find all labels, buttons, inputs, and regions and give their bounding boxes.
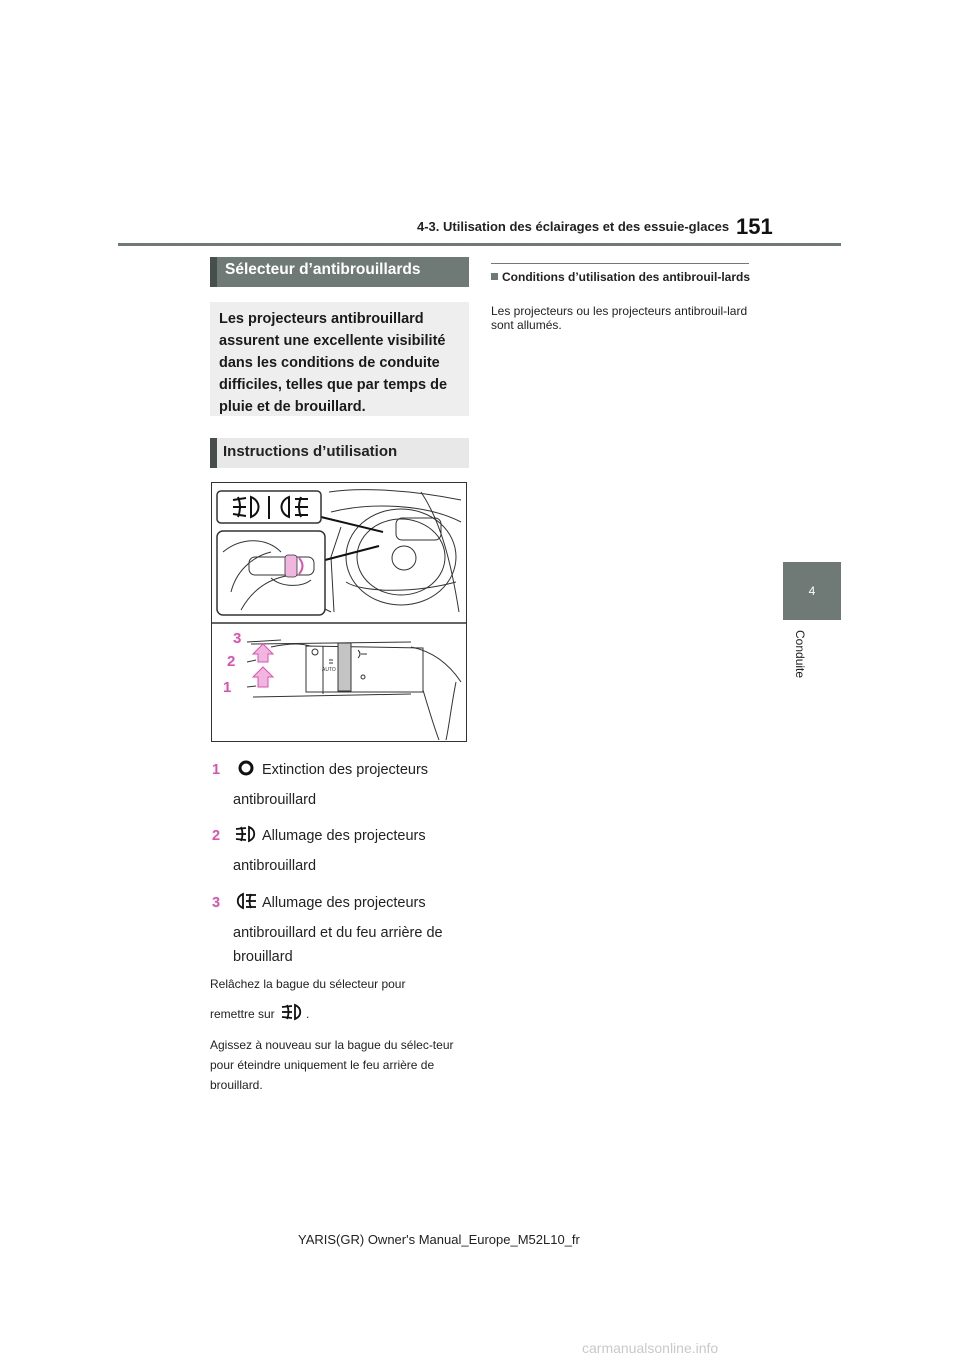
- release-note: [210, 974, 470, 1025]
- item-text-cont: antibrouillard: [233, 792, 317, 808]
- watermark: carmanualsonline.info: [582, 1340, 719, 1356]
- fog-switch-illustration: [211, 482, 467, 742]
- callout-3: 3: [233, 630, 242, 647]
- item-text: Extinction des projecteurs: [262, 762, 429, 778]
- item-number: 2: [212, 828, 221, 844]
- conditions-rule: [491, 263, 749, 264]
- hand-inset: [217, 531, 325, 615]
- item-text: Allumage des projecteurs: [262, 828, 426, 844]
- release-note-end: .: [306, 1007, 310, 1021]
- chapter-number: 4: [808, 584, 816, 598]
- front-fog-icon: [234, 825, 258, 843]
- item-text-cont: antibrouillard: [233, 858, 317, 874]
- item-number: 1: [212, 762, 221, 778]
- item-text-cont: antibrouillard et du feu arrière de: [233, 925, 443, 941]
- page-number: 151: [736, 214, 773, 239]
- callout-1: 1: [223, 679, 232, 696]
- callout-2: 2: [227, 653, 236, 670]
- header-section-title: 4-3. Utilisation des éclairages et des essuie-glaces: [417, 219, 730, 234]
- list-item: [212, 758, 428, 812]
- header-rule: [118, 243, 841, 246]
- chapter-label: Conduite: [793, 630, 807, 679]
- release-note-text-2: remettre sur: [210, 1007, 275, 1021]
- section-title-fog-switch: Sélecteur d’antibrouillards: [210, 257, 469, 287]
- list-item: [212, 824, 426, 878]
- section-title-instructions: Instructions d’utilisation: [210, 438, 469, 468]
- rear-fog-icon: [234, 892, 258, 910]
- off-icon: [234, 759, 258, 777]
- front-fog-icon: [280, 1003, 304, 1021]
- auto-label: AUTO: [322, 667, 336, 673]
- intro-box: Les projecteurs antibrouillard assurent une excellente visibilité dans les conditions de conduite difficiles, telles que par temps de pluie et de brouillard.: [210, 302, 469, 416]
- release-note-text: Relâchez la bague du sélecteur pour: [210, 977, 406, 991]
- item-text-cont: brouillard: [233, 949, 293, 965]
- rear-off-note: Agissez à nouveau sur la bague du sélec-teur pour éteindre uniquement le feu arrière de brouillard.: [210, 1038, 454, 1092]
- item-text: Allumage des projecteurs: [262, 895, 426, 911]
- conditions-body: Les projecteurs ou les projecteurs antibrouil-lard sont allumés.: [491, 304, 748, 332]
- square-bullet-icon: [491, 273, 498, 280]
- conditions-heading-text: Conditions d’utilisation des antibrouil-lards: [502, 270, 751, 284]
- list-item: [212, 891, 443, 969]
- item-number: 3: [212, 895, 221, 911]
- fog-icon-legend-box: [217, 491, 321, 523]
- conditions-heading: [491, 270, 753, 285]
- footer: YARIS(GR) Owner's Manual_Europe_M52L10_fr: [298, 1232, 580, 1247]
- chapter-tab[interactable]: [783, 562, 841, 620]
